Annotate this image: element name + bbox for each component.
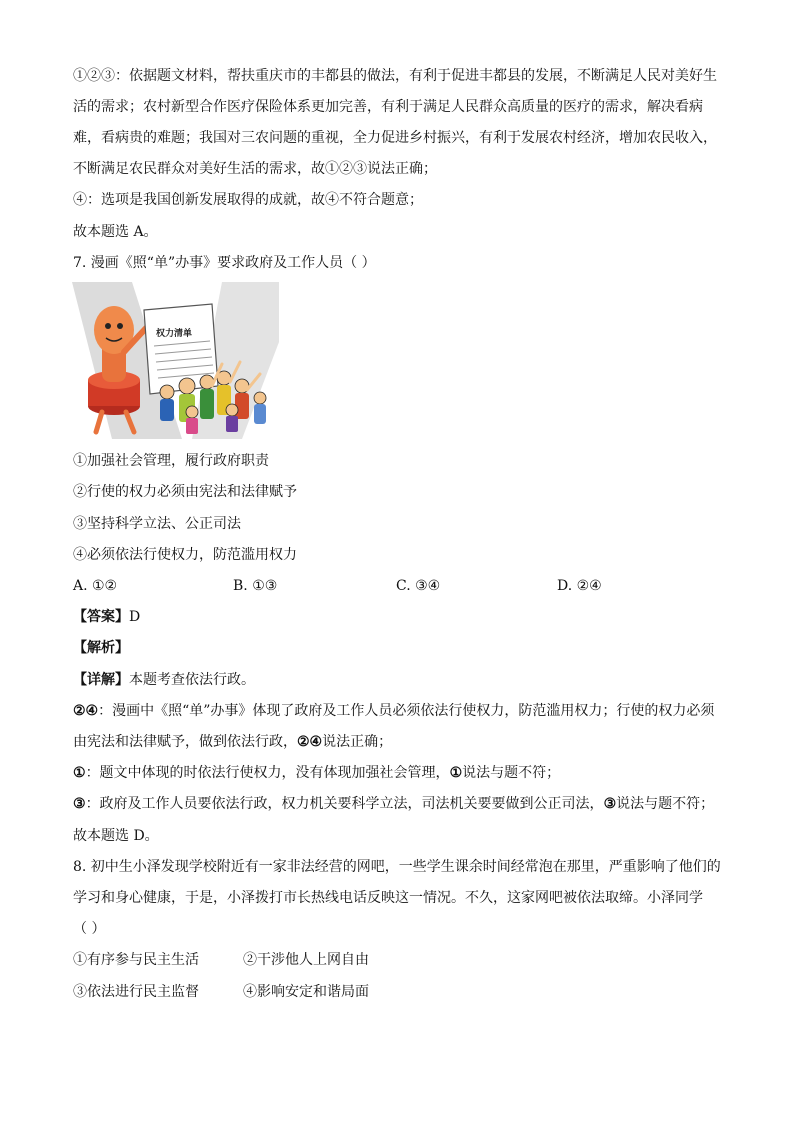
explanation-mark: ②④	[73, 703, 99, 719]
detail-text: 本题考查依法行政。	[129, 672, 255, 688]
paragraph-line: 不断满足农民群众对美好生活的需求，故①②③说法正确；	[73, 161, 437, 177]
option-item: ①加强社会管理，履行政府职责	[73, 453, 269, 469]
paragraph-line: 活的需求；农村新型合作医疗保险体系更加完善，有利于满足人民群众高质量的医疗的需求，解决看病	[73, 99, 703, 115]
explanation-text: 由宪法和法律赋予，做到依法行政，	[73, 734, 297, 750]
question-8-stem: （ ）	[73, 921, 106, 937]
explanation-mark: ③	[73, 796, 86, 812]
explanation-text: 说法与题不符；	[462, 765, 561, 781]
explanation-mark: ③	[603, 796, 617, 812]
explanation-text: 说法与题不符；	[616, 796, 715, 812]
question-7-stem: 7. 漫画《照“单”办事》要求政府及工作人员（ ）	[73, 255, 376, 271]
question-8-stem: 学习和身心健康，于是，小泽拨打市长热线电话反映这一情况。不久，这家网吧被依法取缔。小泽同学	[73, 890, 703, 906]
cartoon-illustration	[72, 282, 279, 439]
list-title: 权力清单	[156, 329, 193, 339]
explanation-line	[73, 732, 392, 752]
question-8-stem: 8. 初中生小泽发现学校附近有一家非法经营的网吧，一些学生课余时间经常泡在那里，严重影响了他们的	[73, 859, 721, 875]
choice-a: A. ①②	[73, 578, 118, 594]
explanation-text: ：政府及工作人员要依法行政，权力机关要科学立法，司法机关要要做到公正司法，	[85, 796, 604, 812]
answer-line	[73, 607, 140, 627]
paragraph-line: 难，看病贵的难题；我国对三农问题的重视，全力促进乡村振兴，有利于发展农村经济，增加农民收入，	[73, 130, 717, 146]
option-item: ④必须依法行使权力，防范滥用权力	[73, 547, 297, 563]
explanation-text: 说法正确；	[322, 734, 393, 750]
detail-tag: 【详解】	[73, 672, 129, 688]
option-item: ②干涉他人上网自由	[243, 952, 369, 968]
option-item: ②行使的权力必须由宪法和法律赋予	[73, 484, 297, 500]
choice-d: D. ②④	[557, 578, 602, 594]
explanation-line	[73, 794, 714, 814]
option-item: ③依法进行民主监督	[73, 984, 199, 1000]
explanation-line	[73, 763, 560, 783]
answer-conclusion: 故本题选 D。	[73, 828, 159, 844]
paragraph-line: ④：选项是我国创新发展取得的成就，故④不符合题意；	[73, 192, 423, 208]
explanation-line	[73, 701, 714, 721]
explanation-text: ：漫画中《照“单”办事》体现了政府及工作人员必须依法行使权力，防范滥用权力；行使的权力必须	[98, 703, 715, 719]
option-item: ④影响安定和谐局面	[243, 984, 369, 1000]
paragraph-line: ①②③：依据题文材料，帮扶重庆市的丰都县的做法，有利于促进丰都县的发展，不断满足人民对美好生	[73, 68, 717, 84]
explanation-text: ：题文中体现的时依法行使权力，没有体现加强社会管理，	[85, 765, 450, 781]
explanation-mark: ①	[449, 765, 463, 781]
answer-tag: 【答案】	[73, 609, 129, 625]
answer-value: D	[129, 609, 141, 625]
option-item: ①有序参与民主生活	[73, 952, 199, 968]
choice-c: C. ③④	[396, 578, 441, 594]
analysis-tag: 【解析】	[73, 640, 129, 656]
explanation-mark: ①	[73, 765, 86, 781]
detail-line	[73, 670, 255, 690]
explanation-mark: ②④	[297, 734, 323, 750]
choice-b: B. ①③	[233, 578, 278, 594]
option-item: ③坚持科学立法、公正司法	[73, 516, 241, 532]
answer-conclusion: 故本题选 A。	[73, 224, 158, 240]
